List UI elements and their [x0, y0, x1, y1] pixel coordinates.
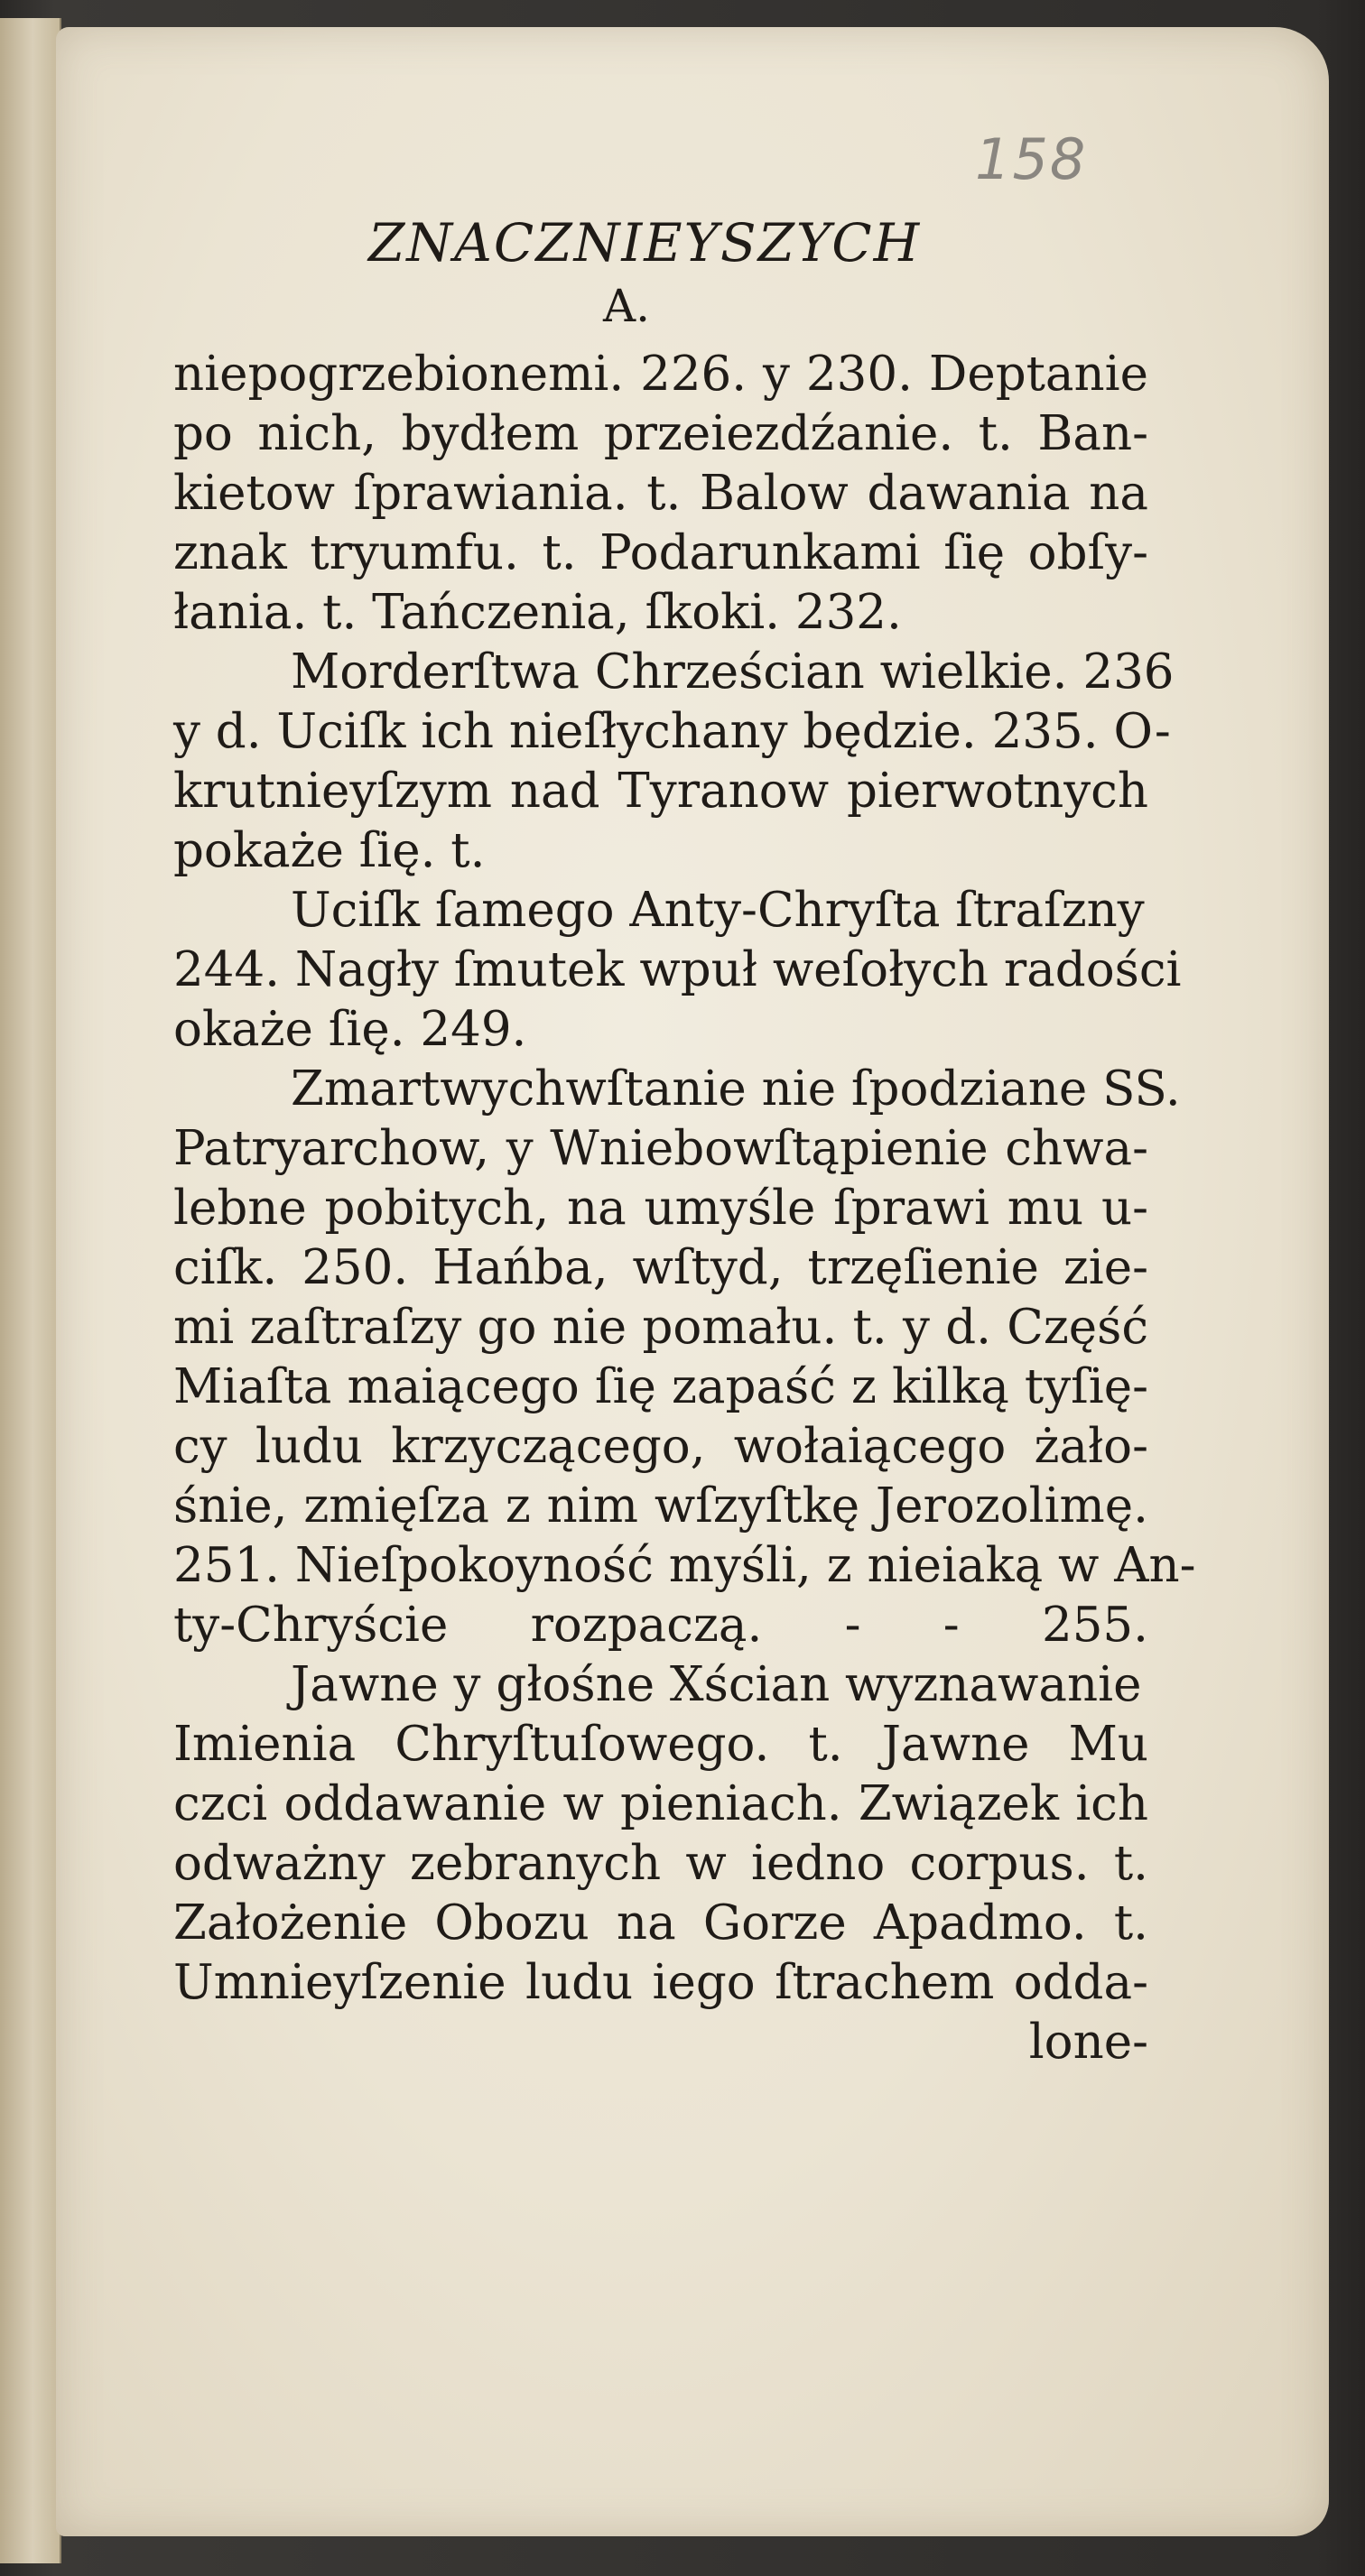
text-line: śnie, zmięſza z nim wſzyſtkę Jerozolimę. [173, 1478, 1148, 1534]
text-line: Jawne y głośne Xścian wyznawanie [291, 1657, 1142, 1712]
text-line: Uciſk ſamego Anty-Chryſta ſtraſzny [291, 883, 1145, 938]
running-header: ZNACZNIEYSZYCH [368, 212, 922, 273]
text-line: Zmartwychwſtanie nie ſpodziane SS. [291, 1061, 1181, 1117]
text-line: ciſk. 250. Hańba, wſtyd, trzęſienie zie- [173, 1240, 1148, 1295]
text-line: Umnieyſzenie ludu iego ſtrachem odda- [173, 1955, 1148, 2010]
text-line: cy ludu krzyczącego, wołaiącego żało- [173, 1419, 1148, 1474]
text-line: znak tryumfu. t. Podarunkami ſię obſy- [173, 525, 1148, 580]
text-line: kietow ſprawiania. t. Balow dawania na [173, 466, 1148, 521]
text-line: Miaſta maiącego ſię zapaść z kilką tyſię- [173, 1359, 1148, 1414]
text-line: mi zaſtraſzy go nie pomału. t. y d. Część [173, 1300, 1148, 1355]
text-line: niepogrzebionemi. 226. y 230. Deptanie [173, 347, 1148, 402]
text-line: 251. Nieſpokoyność myśli, z nieiaką w An- [173, 1538, 1196, 1593]
section-letter: A. [603, 280, 651, 332]
text-line: Morderſtwa Chrześcian wielkie. 236 [291, 644, 1175, 700]
text-line: czci oddawanie w pieniach. Związek ich [173, 1776, 1148, 1831]
text-line: ty-Chryście rozpaczą. - - 255. [173, 1598, 1148, 1653]
text-line: Założenie Obozu na Gorze Apadmo. t. [173, 1895, 1148, 1951]
text-line: po nich, bydłem przeiezdźanie. t. Ban- [173, 406, 1148, 461]
text-line: lebne pobitych, na umyśle ſprawi mu u- [173, 1181, 1148, 1236]
text-line: pokaże ſię. t. [173, 823, 486, 878]
text-line: Imienia Chryſtuſowego. t. Jawne Mu [173, 1717, 1148, 1772]
folio-number: 158 [975, 126, 1088, 192]
text-line: y d. Uciſk ich nieſłychany będzie. 235. O- [173, 704, 1171, 759]
text-line: łania. t. Tańczenia, ſkoki. 232. [173, 585, 902, 640]
text-line: krutnieyſzym nad Tyranow pierwotnych [173, 764, 1148, 819]
text-block [173, 345, 1196, 2072]
previous-page-edge [0, 18, 61, 2563]
text-line: 244. Nagły ſmutek wpuł weſołych radości [173, 942, 1182, 997]
text-line: Patryarchow, y Wniebowſtąpienie chwa- [173, 1121, 1148, 1176]
text-line: okaże ſię. 249. [173, 1002, 527, 1057]
text-line: odważny zebranych w iedno corpus. t. [173, 1836, 1148, 1891]
text-line: lone- [1028, 2015, 1148, 2070]
